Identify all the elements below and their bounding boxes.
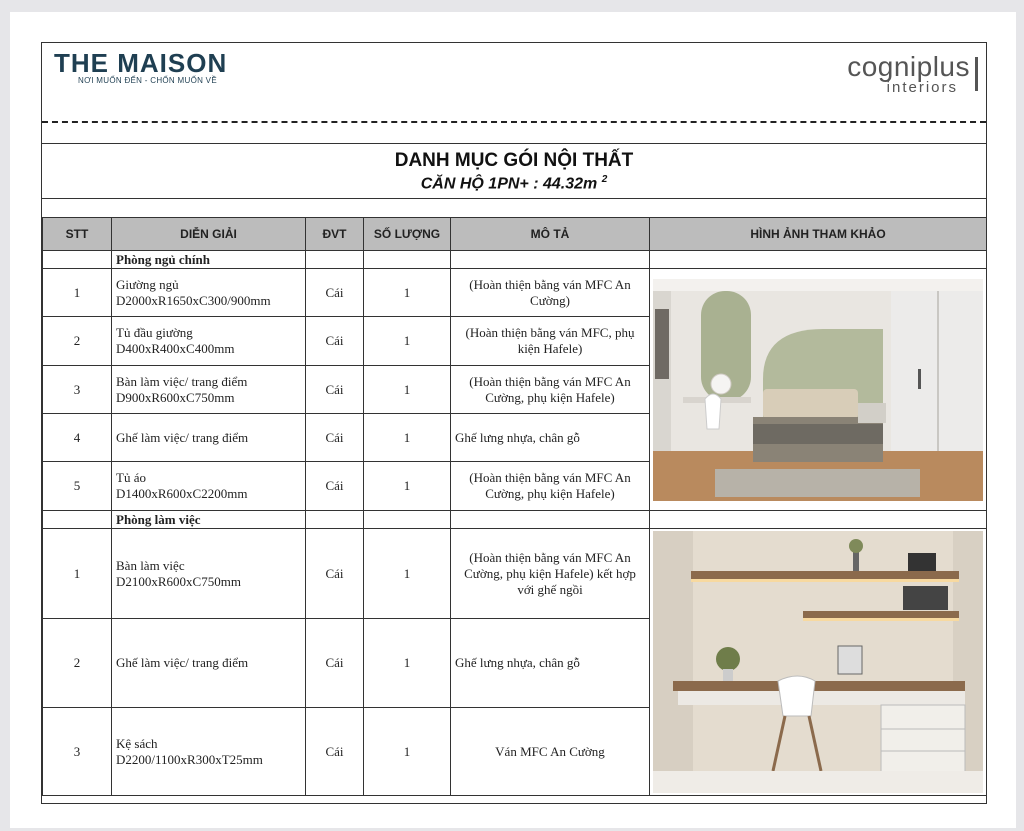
apartment-subtitle (42, 174, 986, 193)
row-unit: Cái (306, 462, 364, 511)
section-title: Phòng làm việc (112, 511, 306, 529)
bedroom-image-cell (650, 269, 987, 511)
col-unit: ĐVT (306, 218, 364, 251)
row-desc-size: D400xR400xC400mm (116, 341, 235, 356)
col-quantity: SỐ LƯỢNG (364, 218, 451, 251)
row-stt: 2 (43, 317, 112, 366)
row-unit: Cái (306, 708, 364, 796)
row-desc-name: Ghế làm việc/ trang điểm (116, 429, 249, 445)
brand-logo: THE MAISON (54, 48, 228, 78)
col-note: MÔ TẢ (451, 218, 650, 251)
row-description (112, 619, 306, 708)
row-note: (Hoàn thiện bằng ván MFC An Cường, phụ kiện Hafele) (451, 366, 650, 414)
row-stt: 3 (43, 366, 112, 414)
row-desc-name: Bàn làm việc (116, 557, 185, 573)
header (42, 43, 986, 123)
apartment-label: CĂN HỘ 1PN+ : 44.32m (420, 175, 598, 193)
row-description (112, 708, 306, 796)
table-row (43, 269, 987, 317)
bedroom-reference-image (653, 279, 983, 501)
row-note: (Hoàn thiện bằng ván MFC, phụ kiện Hafele) (451, 317, 650, 366)
row-desc-name: Tủ áo (116, 470, 146, 485)
page-title: DANH MỤC GÓI NỘI THẤT (394, 150, 634, 171)
row-unit: Cái (306, 414, 364, 462)
row-note: Ghế lưng nhựa, chân gỗ (451, 619, 650, 708)
title-box (42, 143, 986, 199)
row-desc-size: D1400xR600xC2200mm (116, 486, 248, 501)
catalog-frame (41, 42, 987, 804)
row-desc-name: Bàn làm việc/ trang điểm (116, 373, 248, 389)
row-qty: 1 (364, 317, 451, 366)
row-description (112, 269, 306, 317)
row-qty: 1 (364, 366, 451, 414)
row-description (112, 529, 306, 619)
row-desc-size: D900xR600xC750mm (116, 389, 235, 405)
row-note: Ghế lưng nhựa, chân gỗ (451, 414, 650, 462)
row-note: Ván MFC An Cường (451, 708, 650, 796)
row-note: (Hoàn thiện bằng ván MFC An Cường, phụ kiện Hafele) (451, 462, 650, 511)
row-description (112, 462, 306, 511)
row-desc-name: Tủ đầu giường (116, 325, 193, 340)
row-unit: Cái (306, 269, 364, 317)
partner-name: cogniplus (847, 51, 970, 82)
row-qty: 1 (364, 708, 451, 796)
row-note: (Hoàn thiện bằng ván MFC An Cường) (451, 269, 650, 317)
partner-sub: interiors (886, 79, 958, 96)
row-description (112, 414, 306, 462)
section-row (43, 511, 987, 529)
area-unit-sup: 2 (601, 174, 608, 185)
row-stt: 1 (43, 529, 112, 619)
row-qty: 1 (364, 619, 451, 708)
table-header-row (43, 218, 987, 251)
header-divider (42, 121, 986, 123)
row-qty: 1 (364, 462, 451, 511)
row-description (112, 317, 306, 366)
row-stt: 5 (43, 462, 112, 511)
row-stt: 2 (43, 619, 112, 708)
row-stt: 1 (43, 269, 112, 317)
row-unit: Cái (306, 317, 364, 366)
furniture-table (42, 217, 987, 796)
col-stt: STT (43, 218, 112, 251)
row-desc-size: D2200/1100xR300xT25mm (116, 751, 263, 767)
row-stt: 3 (43, 708, 112, 796)
section-row (43, 251, 987, 269)
office-image-cell (650, 529, 987, 796)
partner-bar (975, 57, 978, 91)
row-qty: 1 (364, 269, 451, 317)
row-desc-name: Ghế làm việc/ trang điểm (116, 655, 249, 670)
row-unit: Cái (306, 619, 364, 708)
row-unit: Cái (306, 529, 364, 619)
row-stt: 4 (43, 414, 112, 462)
row-qty: 1 (364, 529, 451, 619)
row-desc-name: Kệ sách (116, 735, 158, 751)
row-desc-size: D2000xR1650xC300/900mm (116, 292, 271, 308)
col-reference-image: HÌNH ẢNH THAM KHẢO (650, 218, 987, 251)
row-desc-name: Giường ngủ (116, 276, 179, 292)
section-title: Phòng ngủ chính (112, 251, 306, 269)
brand-tagline: NƠI MUỐN ĐẾN - CHỐN MUỐN VỀ (78, 76, 217, 85)
office-reference-image (653, 531, 983, 793)
row-note: (Hoàn thiện bằng ván MFC An Cường, phụ kiện Hafele) kết hợp với ghế ngồi (451, 529, 650, 619)
col-description: DIỄN GIẢI (112, 218, 306, 251)
row-qty: 1 (364, 414, 451, 462)
row-desc-size: D2100xR600xC750mm (116, 573, 241, 589)
row-unit: Cái (306, 366, 364, 414)
partner-logo (847, 53, 970, 95)
row-description (112, 366, 306, 414)
table-row (43, 529, 987, 619)
